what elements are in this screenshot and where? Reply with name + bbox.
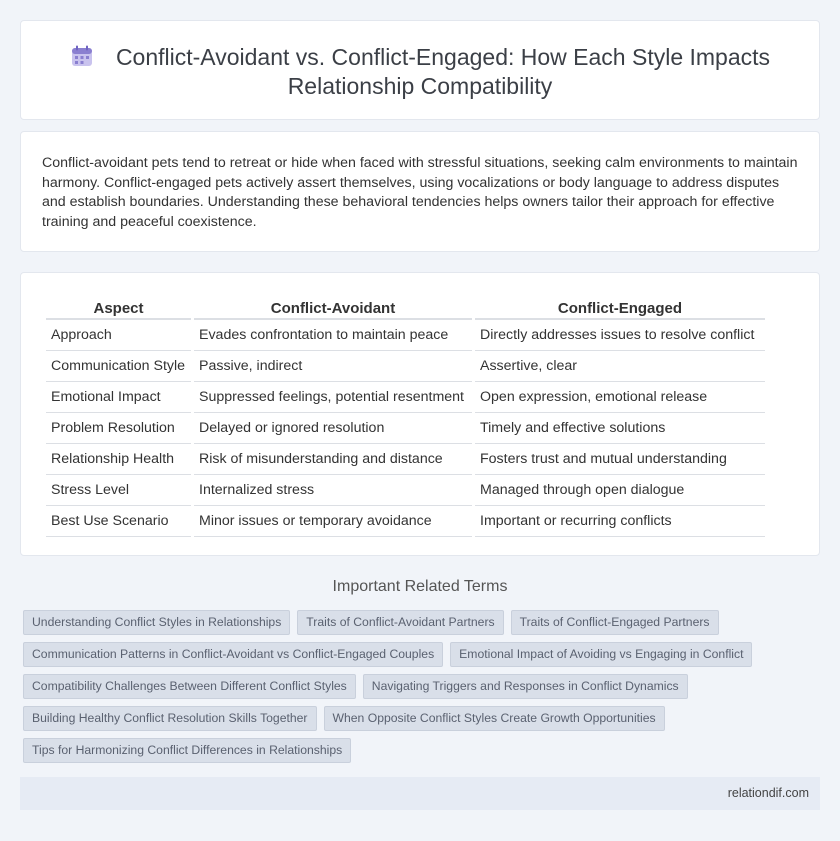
header-conflict-avoidant: Conflict-Avoidant [194, 295, 472, 320]
related-term-tag[interactable]: Traits of Conflict-Avoidant Partners [297, 610, 503, 635]
row-engaged: Important or recurring conflicts [475, 506, 765, 537]
related-term-tag[interactable]: Building Healthy Conflict Resolution Skills Together [23, 706, 317, 731]
table-row [46, 444, 765, 475]
row-avoidant: Internalized stress [194, 475, 472, 506]
table-row [46, 351, 765, 382]
related-term-tag[interactable]: Compatibility Challenges Between Different Conflict Styles [23, 674, 356, 699]
table-row [46, 475, 765, 506]
intro-card [20, 131, 820, 252]
row-aspect: Best Use Scenario [46, 506, 191, 537]
row-engaged: Fosters trust and mutual understanding [475, 444, 765, 475]
comparison-table [43, 295, 768, 537]
related-term-tag[interactable]: Navigating Triggers and Responses in Conflict Dynamics [363, 674, 688, 699]
row-aspect: Stress Level [46, 475, 191, 506]
row-avoidant: Evades confrontation to maintain peace [194, 320, 472, 351]
table-row [46, 320, 765, 351]
related-term-tag[interactable]: Understanding Conflict Styles in Relationships [23, 610, 290, 635]
related-term-tag[interactable]: When Opposite Conflict Styles Create Growth Opportunities [324, 706, 665, 731]
footer [20, 777, 820, 810]
row-aspect: Relationship Health [46, 444, 191, 475]
row-aspect: Communication Style [46, 351, 191, 382]
row-aspect: Emotional Impact [46, 382, 191, 413]
row-aspect: Approach [46, 320, 191, 351]
related-term-tag[interactable]: Tips for Harmonizing Conflict Differences in Relationships [23, 738, 351, 763]
header-card [20, 20, 820, 120]
comparison-card [20, 272, 820, 556]
row-aspect: Problem Resolution [46, 413, 191, 444]
related-term-tag[interactable]: Traits of Conflict-Engaged Partners [511, 610, 719, 635]
row-engaged: Assertive, clear [475, 351, 765, 382]
footer-site-link[interactable]: relationdif.com [727, 786, 809, 800]
row-engaged: Open expression, emotional release [475, 382, 765, 413]
title-wrap [21, 43, 819, 101]
row-avoidant: Risk of misunderstanding and distance [194, 444, 472, 475]
table-row [46, 506, 765, 537]
intro-text: Conflict-avoidant pets tend to retreat or hide when faced with stressful situations, seeking calm environments to maintain harmony. Conflict-engaged pets actively assert themselves, using vocalizations or body language to address disputes and establish boundaries. Understanding these behavioral tendencies helps owners tailor their approach for effective training and peaceful coexistence. [42, 155, 798, 231]
related-term-tag[interactable]: Communication Patterns in Conflict-Avoidant vs Conflict-Engaged Couples [23, 642, 443, 667]
row-avoidant: Minor issues or temporary avoidance [194, 506, 472, 537]
header-conflict-engaged: Conflict-Engaged [475, 295, 765, 320]
row-engaged: Managed through open dialogue [475, 475, 765, 506]
calendar-icon [70, 44, 94, 68]
related-terms-list [23, 610, 813, 770]
table-header-row [46, 295, 765, 320]
row-engaged: Timely and effective solutions [475, 413, 765, 444]
row-avoidant: Suppressed feelings, potential resentment [194, 382, 472, 413]
table-row [46, 413, 765, 444]
row-avoidant: Passive, indirect [194, 351, 472, 382]
row-avoidant: Delayed or ignored resolution [194, 413, 472, 444]
row-engaged: Directly addresses issues to resolve conflict [475, 320, 765, 351]
related-term-tag[interactable]: Emotional Impact of Avoiding vs Engaging in Conflict [450, 642, 752, 667]
page-title: Conflict-Avoidant vs. Conflict-Engaged: How Each Style Impacts Relationship Compatibility [115, 44, 771, 99]
related-terms-title: Important Related Terms [332, 578, 508, 595]
table-row [46, 382, 765, 413]
header-aspect: Aspect [46, 295, 191, 320]
